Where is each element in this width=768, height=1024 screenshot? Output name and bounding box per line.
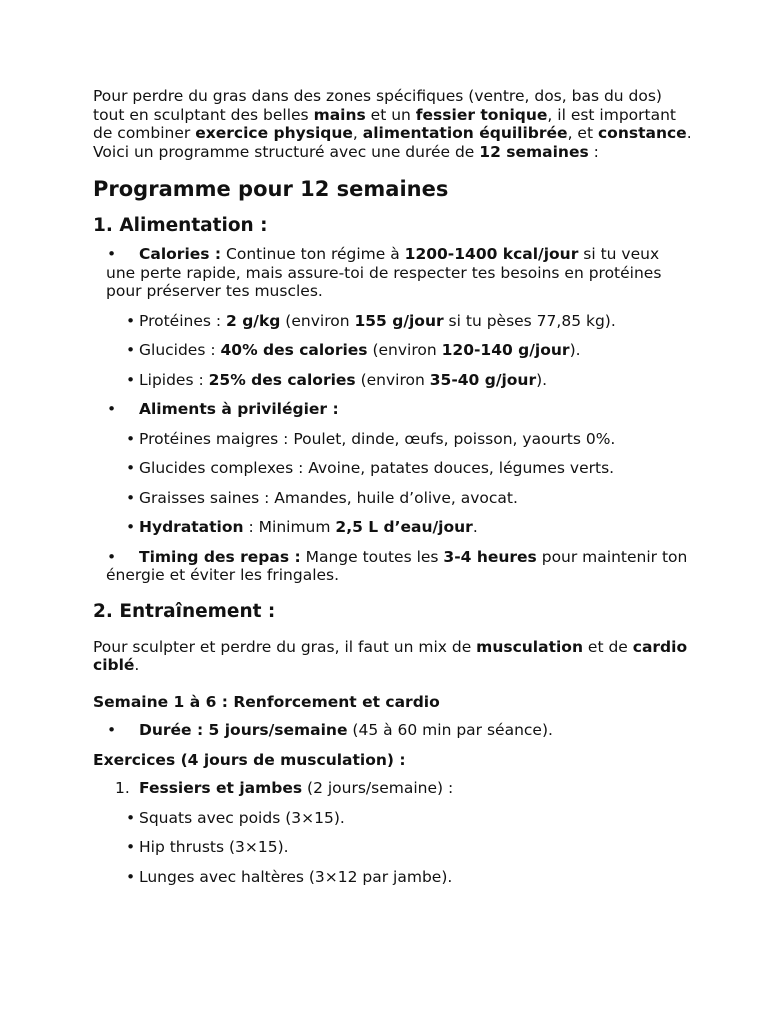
section-heading-alimentation: 1. Alimentation : xyxy=(93,215,268,236)
list-item-glucides: • Glucides : 40% des calories (environ 120-140 g/jour). xyxy=(126,341,581,359)
bullet-icon: • xyxy=(107,245,117,263)
list-item-lipides: • Lipides : 25% des calories (environ 35-40 g/jour). xyxy=(126,370,548,389)
bullet-icon: • xyxy=(126,867,136,886)
list-item-proteines: • Protéines : 2 g/kg (environ 155 g/jour si tu pèses 77,85 kg). xyxy=(126,311,616,330)
bullet-icon: • xyxy=(126,370,136,389)
page-title: Programme pour 12 semaines xyxy=(93,177,449,201)
list-item-aliment: • Glucides complexes : Avoine, patates douces, légumes verts. xyxy=(126,459,615,477)
numbered-item-fessiers: 1. Fessiers et jambes (2 jours/semaine) : xyxy=(115,779,454,797)
list-item-duree: • Durée : 5 jours/semaine (45 à 60 min par séance). xyxy=(107,721,553,739)
list-item-exercise: • Hip thrusts (3×15). xyxy=(126,838,289,856)
list-item-aliment: • Graisses saines : Amandes, huile d’olive, avocat. xyxy=(126,488,518,507)
document-body xyxy=(93,87,693,897)
list-item-exercise: • Squats avec poids (3×15). xyxy=(126,808,345,827)
week-heading: Semaine 1 à 6 : Renforcement et cardio xyxy=(93,692,440,711)
exercises-heading: Exercices (4 jours de musculation) : xyxy=(93,750,406,769)
bullet-icon: • xyxy=(126,488,136,507)
bullet-icon: • xyxy=(126,518,136,536)
bullet-icon: • xyxy=(126,459,136,477)
list-item-calories: • Calories : Continue ton régime à 1200-1400 kcal/jour si tu veux une perte rapide, mais assure-toi de respecter tes besoins en protéines pour préserver tes muscles. xyxy=(106,245,662,300)
bullet-icon: • xyxy=(126,429,136,448)
list-item-aliments: • Aliments à privilégier : xyxy=(107,400,339,418)
bullet-icon: • xyxy=(107,400,117,418)
entrainement-intro: Pour sculpter et perdre du gras, il faut un mix de musculation et de cardio ciblé. xyxy=(93,637,688,674)
list-item-exercise: • Lunges avec haltères (3×12 par jambe). xyxy=(126,867,453,886)
bullet-icon: • xyxy=(126,838,136,856)
section-heading-entrainement: 2. Entraînement : xyxy=(93,600,276,622)
bullet-icon: • xyxy=(107,721,117,739)
list-item-hydratation: • Hydratation : Minimum 2,5 L d’eau/jour. xyxy=(126,518,478,536)
list-item-timing: • Timing des repas : Mange toutes les 3-4 heures pour maintenir ton énergie et éviter les fringales. xyxy=(106,547,688,584)
bullet-icon: • xyxy=(126,341,136,359)
list-item-aliment: • Protéines maigres : Poulet, dinde, œufs, poisson, yaourts 0%. xyxy=(126,429,616,448)
bullet-icon: • xyxy=(107,547,117,566)
intro-paragraph: Pour perdre du gras dans des zones spécifiques (ventre, dos, bas du dos) tout en sculptant des belles mains et un fessier tonique, il est important de combiner exercice physique, alimentation équilibrée, et constance. Voici un programme structuré avec une durée de 12 semaines : xyxy=(93,87,692,161)
bullet-icon: • xyxy=(126,808,136,827)
bullet-icon: • xyxy=(126,311,136,330)
